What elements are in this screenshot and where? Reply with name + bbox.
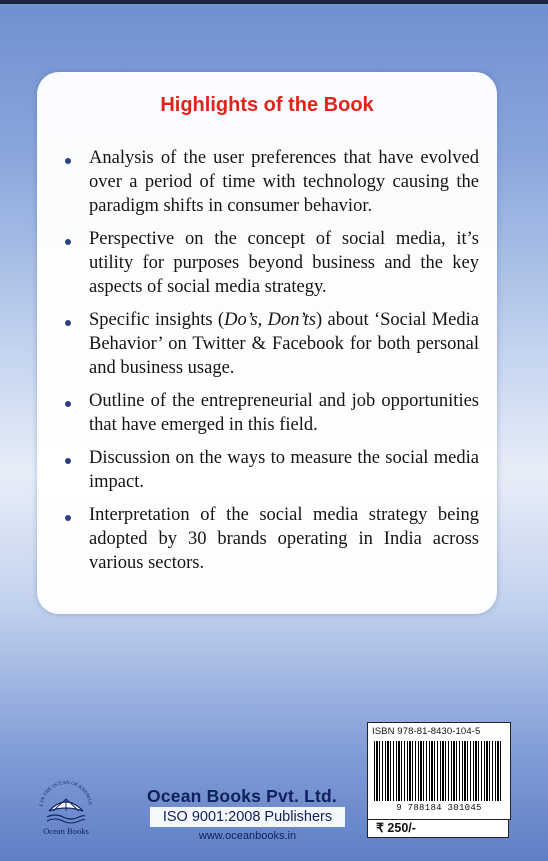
list-item bbox=[65, 503, 479, 575]
logo-arc-text: E IN THE OCEAN OF KNOWLE bbox=[39, 780, 92, 807]
bullet-icon bbox=[65, 401, 71, 407]
panel-title: Highlights of the Book bbox=[160, 94, 374, 116]
list-item-text: Interpretation of the social media strategy being adopted by 30 brands operating in India across various sectors. bbox=[89, 505, 479, 573]
bullet-icon bbox=[65, 239, 71, 245]
isbn-label: ISBN 978-81-8430-104-5 bbox=[372, 726, 481, 737]
list-item-text: Perspective on the concept of social media, it’s utility for purposes beyond business and the key aspects of social media strategy. bbox=[89, 229, 479, 297]
list-item-text-emphasis: Do’s, Don’ts bbox=[224, 310, 316, 330]
list-item-text: Analysis of the user preferences that have evolved over a period of time with technology causing the paradigm shifts in consumer behavior. bbox=[89, 148, 479, 216]
isbn-barcode-box bbox=[367, 722, 511, 820]
bullet-icon bbox=[65, 320, 71, 326]
list-item-text: Discussion on the ways to measure the social media impact. bbox=[89, 448, 479, 492]
bullet-icon bbox=[65, 158, 71, 164]
bullet-icon bbox=[65, 515, 71, 521]
list-item bbox=[65, 446, 479, 494]
list-item-text bbox=[89, 308, 479, 380]
list-item bbox=[65, 146, 479, 218]
publisher-name: Ocean Books Pvt. Ltd. bbox=[147, 786, 337, 806]
list-item bbox=[65, 389, 479, 437]
svg-text:DIVE IN THE OCEAN OF KNOWLEDGE bbox=[33, 771, 92, 807]
iso-certification: ISO 9001:2008 Publishers bbox=[150, 807, 345, 827]
list-item bbox=[65, 308, 479, 380]
highlights-list bbox=[65, 146, 479, 584]
highlights-panel bbox=[37, 72, 497, 614]
price-label: ₹ 250/- bbox=[367, 820, 509, 838]
list-item-text: Outline of the entrepreneurial and job opportunities that have emerged in this field. bbox=[89, 391, 479, 435]
logo-caption: Ocean Books bbox=[43, 826, 89, 836]
cover-top-edge bbox=[0, 0, 548, 4]
barcode-digits: 9 788184 301045 bbox=[396, 803, 482, 813]
barcode-icon bbox=[374, 741, 502, 801]
list-item bbox=[65, 227, 479, 299]
bullet-icon bbox=[65, 458, 71, 464]
publisher-website: www.oceanbooks.in bbox=[198, 830, 297, 842]
list-item-text-post: ) about ‘Social Media Behavior’ on Twitter & Facebook for both personal and business usage. bbox=[89, 310, 479, 378]
list-item-text-pre: Specific insights ( bbox=[89, 310, 225, 330]
